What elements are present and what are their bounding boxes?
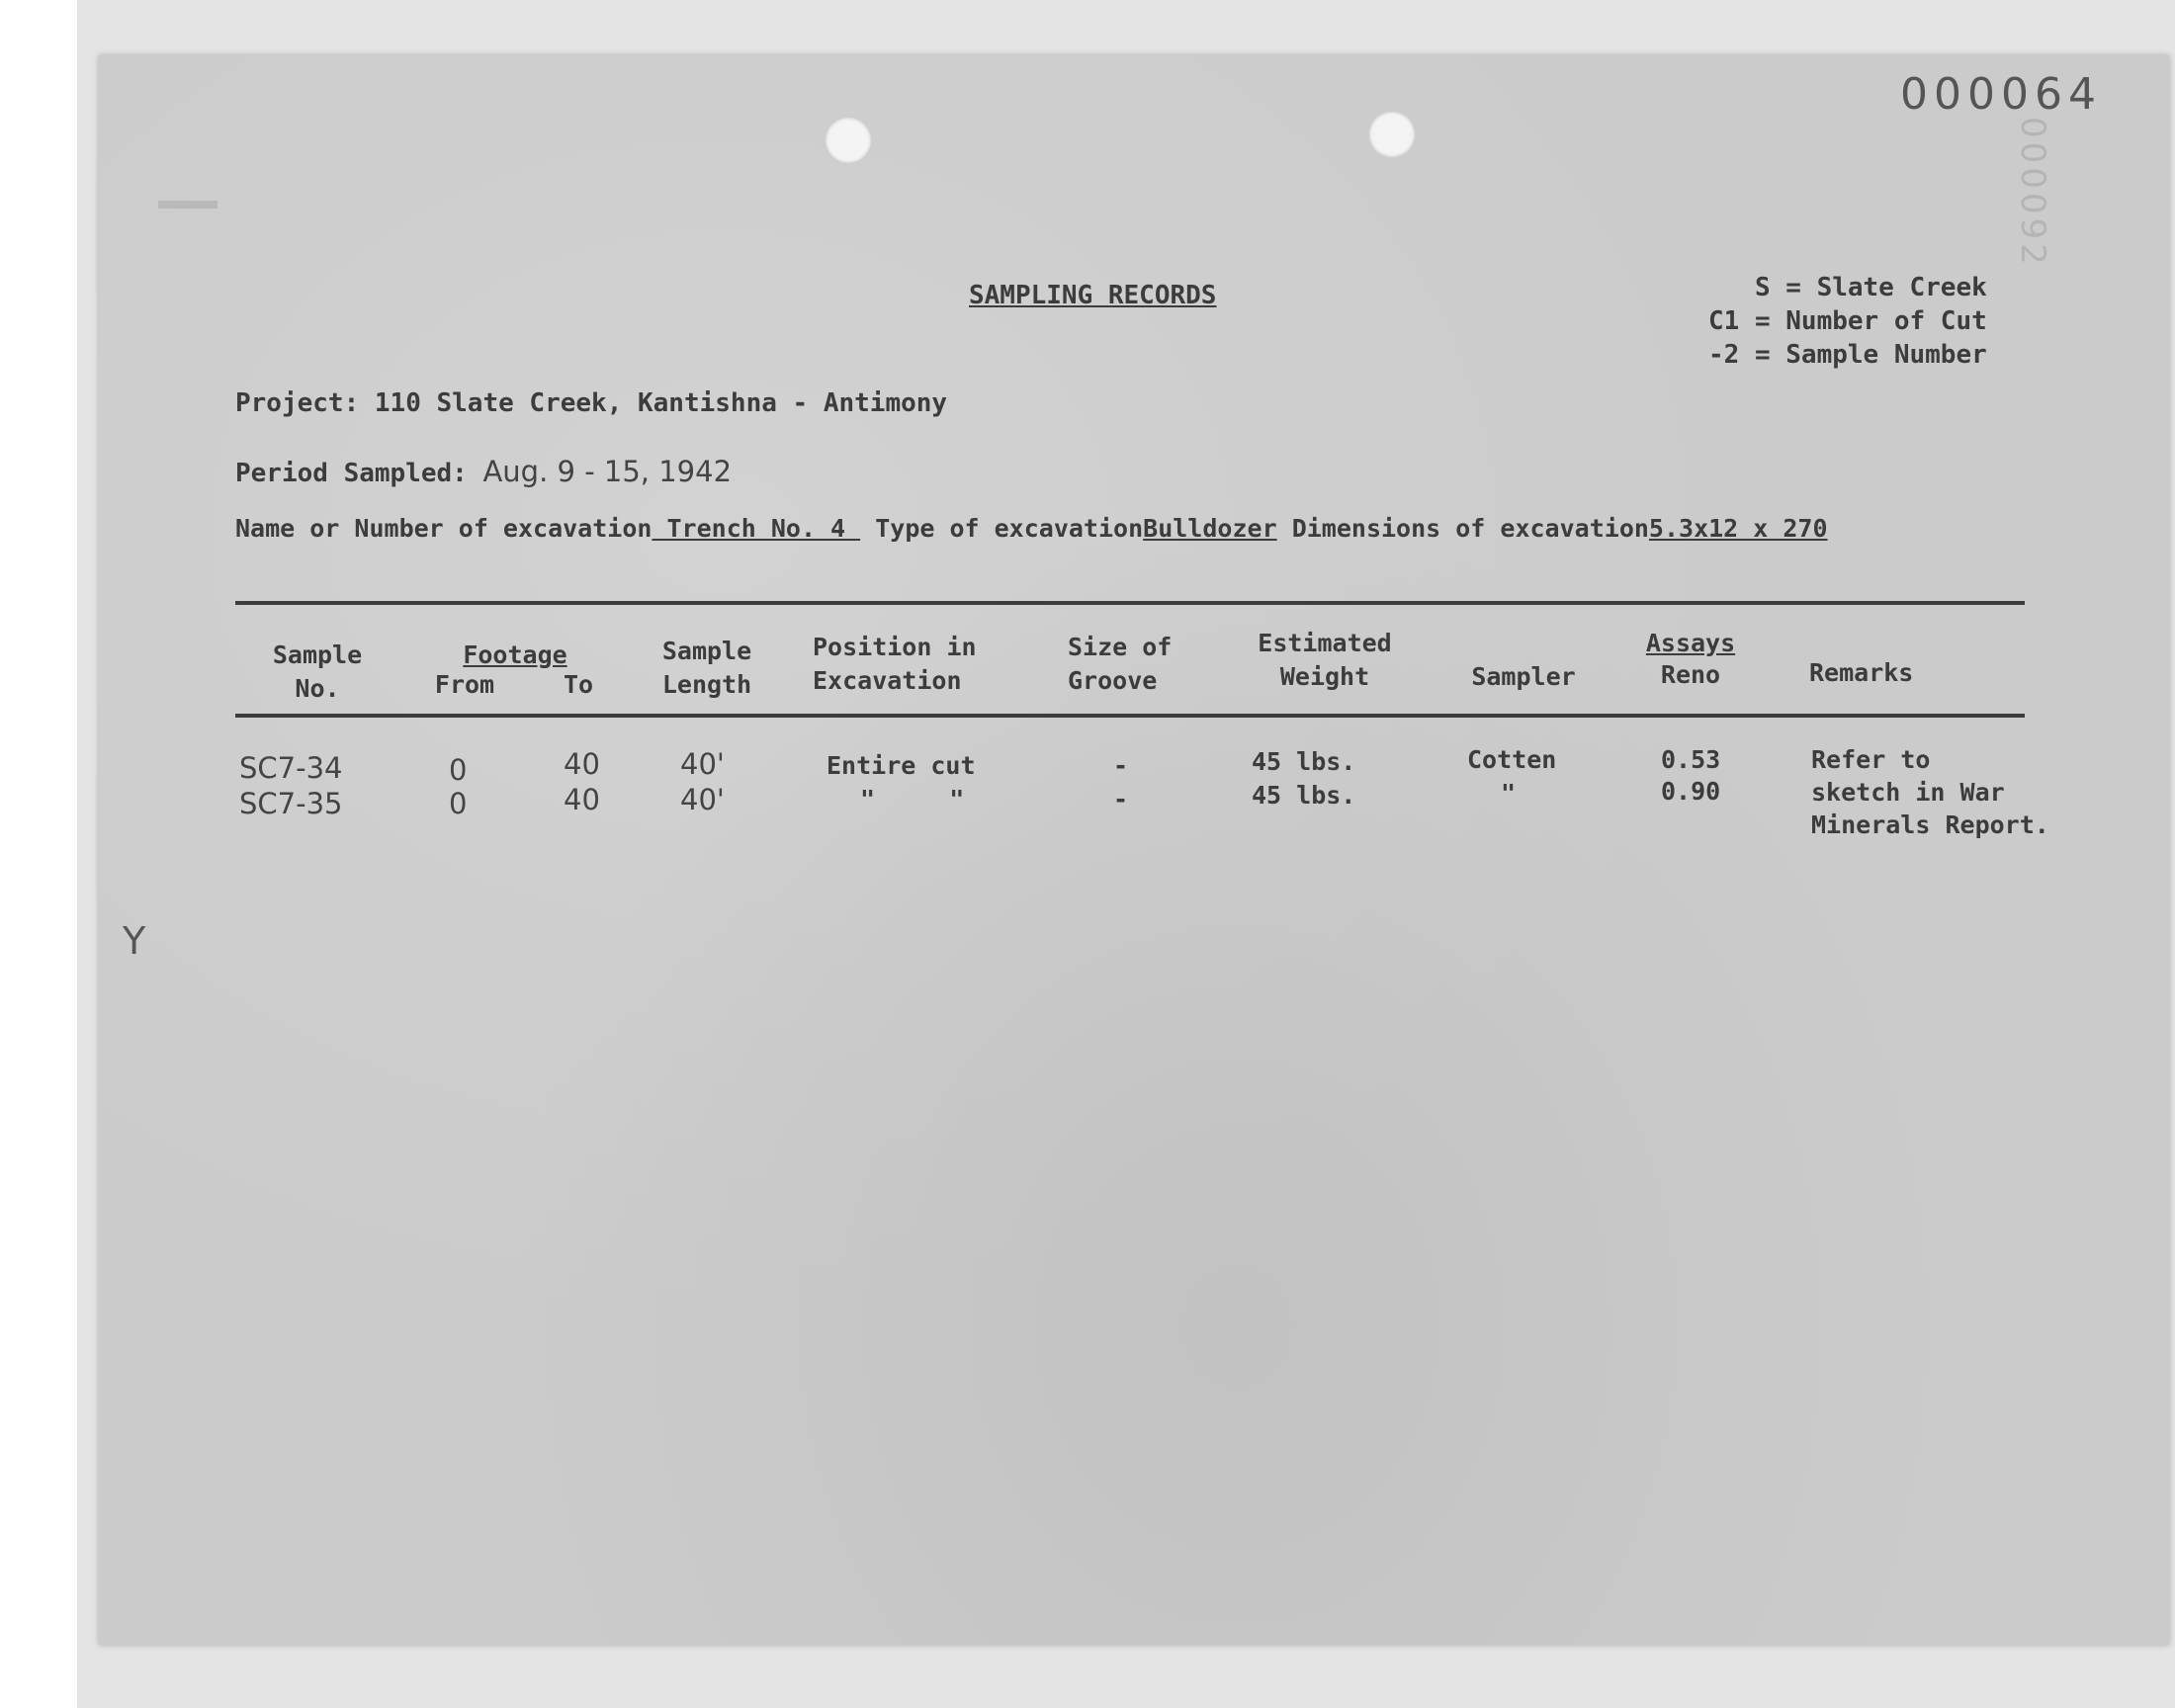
table-row-1-to: 40 xyxy=(564,747,600,781)
table-row-1-reno: 0.53 xyxy=(1661,745,1721,774)
project-label: Project: xyxy=(235,388,360,418)
table-row-2-sample: SC7-35 xyxy=(239,787,343,820)
legend-line-slate-creek: S = Slate Creek xyxy=(1754,273,1987,302)
table-row-1-sample: SC7-34 xyxy=(239,751,343,785)
excavation-dims-label: Dimensions of excavation xyxy=(1291,514,1649,543)
table-row-2-from: 0 xyxy=(449,787,468,820)
page-number: 000064 xyxy=(1900,69,2102,120)
table-row-1-position: Entire cut xyxy=(826,751,976,780)
code-legend xyxy=(1708,271,1987,372)
header-remarks: Remarks xyxy=(1809,658,1914,687)
faint-page-stamp: 000092 xyxy=(2013,117,2052,269)
table-row-2-to: 40 xyxy=(564,783,600,816)
smudge-mark xyxy=(158,201,218,209)
table-row-1-weight: 45 lbs. xyxy=(1252,747,1356,776)
project-value: 110 Slate Creek, Kantishna - Antimony xyxy=(374,388,948,418)
legend-line-sample: -2 = Sample Number xyxy=(1708,340,1987,370)
header-from: From xyxy=(434,670,495,699)
header-reno: Reno xyxy=(1660,660,1721,689)
period-line xyxy=(235,455,732,488)
period-label: Period Sampled: xyxy=(235,459,468,488)
excavation-name-value: Trench No. 4 xyxy=(652,514,861,543)
table-row-1-from: 0 xyxy=(449,753,468,787)
table-row-1-sampler: Cotten xyxy=(1467,745,1557,774)
table-header-rule xyxy=(235,714,2025,718)
margin-mark: Y xyxy=(123,919,146,963)
legend-line-cut: C1 = Number of Cut xyxy=(1708,306,1987,336)
header-footage: Footage xyxy=(463,640,567,669)
table-row-1-groove: - xyxy=(1113,751,1129,780)
header-groove: Size of Groove xyxy=(1068,633,1173,695)
table-top-rule xyxy=(235,601,2025,605)
header-weight: Estimated Weight xyxy=(1258,629,1392,691)
table-row-2-weight: 45 lbs. xyxy=(1252,781,1356,810)
period-value: Aug. 9 - 15, 1942 xyxy=(482,455,733,488)
table-row-2-reno: 0.90 xyxy=(1661,777,1721,806)
header-to: To xyxy=(563,670,594,699)
table-row-2-groove: - xyxy=(1113,785,1129,813)
header-position: Position in Excavation xyxy=(813,633,977,695)
table-row-1-length: 40' xyxy=(680,747,725,781)
table-row-2-position: " " xyxy=(860,785,965,813)
document-title: SAMPLING RECORDS xyxy=(969,281,1217,310)
header-assays: Assays xyxy=(1645,629,1736,657)
excavation-type-label: Type of excavation xyxy=(875,514,1144,543)
excavation-line xyxy=(235,514,1828,543)
excavation-dims-value: 5.3x12 x 270 xyxy=(1648,514,1828,543)
header-sample-length: Sample Length xyxy=(661,637,752,699)
header-sampler: Sampler xyxy=(1471,662,1576,691)
excavation-type-value: Bulldozer xyxy=(1143,514,1277,543)
excavation-name-label: Name or Number of excavation xyxy=(235,514,652,543)
header-sample-no: Sample No. xyxy=(272,640,363,703)
table-row-2-length: 40' xyxy=(680,783,725,816)
punch-hole-left xyxy=(825,117,872,164)
table-row-2-sampler: " xyxy=(1501,779,1517,808)
punch-hole-right xyxy=(1368,111,1416,158)
project-line xyxy=(235,388,947,418)
remarks-text: Refer to sketch in War Minerals Report. xyxy=(1811,745,2049,839)
